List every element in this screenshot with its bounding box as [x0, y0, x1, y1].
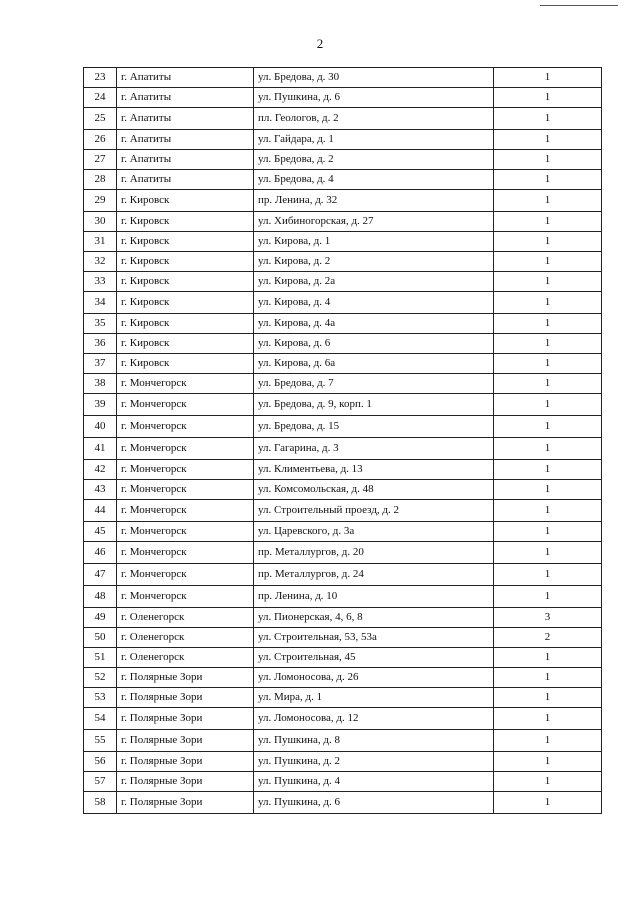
count-cell: 1 [494, 88, 602, 108]
city-cell: г. Апатиты [117, 170, 254, 190]
table-row [84, 564, 602, 586]
city-cell: г. Мончегорск [117, 416, 254, 438]
city-cell: г. Кировск [117, 272, 254, 292]
city-cell: г. Полярные Зори [117, 772, 254, 792]
address-cell: ул. Ломоносова, д. 12 [254, 708, 494, 730]
address-cell: ул. Гагарина, д. 3 [254, 438, 494, 460]
row-number-cell: 38 [84, 374, 117, 394]
row-number-cell: 43 [84, 480, 117, 500]
address-cell: ул. Хибиногорская, д. 27 [254, 212, 494, 232]
table-row [84, 170, 602, 190]
table-row [84, 772, 602, 792]
city-cell: г. Полярные Зори [117, 708, 254, 730]
address-cell: ул. Строительный проезд, д. 2 [254, 500, 494, 522]
city-cell: г. Кировск [117, 252, 254, 272]
table-row [84, 608, 602, 628]
address-cell: ул. Бредова, д. 30 [254, 68, 494, 88]
row-number-cell: 40 [84, 416, 117, 438]
city-cell: г. Кировск [117, 354, 254, 374]
table-row [84, 232, 602, 252]
table-row [84, 628, 602, 648]
row-number-cell: 29 [84, 190, 117, 212]
table-row [84, 500, 602, 522]
address-cell: ул. Кирова, д. 2а [254, 272, 494, 292]
count-cell: 1 [494, 190, 602, 212]
row-number-cell: 42 [84, 460, 117, 480]
table-row [84, 314, 602, 334]
count-cell: 1 [494, 334, 602, 354]
row-number-cell: 28 [84, 170, 117, 190]
city-cell: г. Полярные Зори [117, 730, 254, 752]
count-cell: 1 [494, 108, 602, 130]
city-cell: г. Апатиты [117, 88, 254, 108]
count-cell: 1 [494, 522, 602, 542]
row-number-cell: 31 [84, 232, 117, 252]
city-cell: г. Апатиты [117, 150, 254, 170]
row-number-cell: 34 [84, 292, 117, 314]
city-cell: г. Кировск [117, 190, 254, 212]
address-cell: пр. Ленина, д. 10 [254, 586, 494, 608]
row-number-cell: 51 [84, 648, 117, 668]
address-cell: ул. Бредова, д. 9, корп. 1 [254, 394, 494, 416]
count-cell: 1 [494, 648, 602, 668]
table-row [84, 212, 602, 232]
table-row [84, 394, 602, 416]
table-row [84, 150, 602, 170]
count-cell: 1 [494, 212, 602, 232]
row-number-cell: 47 [84, 564, 117, 586]
table-row [84, 354, 602, 374]
address-cell: ул. Кирова, д. 6а [254, 354, 494, 374]
city-cell: г. Апатиты [117, 108, 254, 130]
address-cell: ул. Пушкина, д. 2 [254, 752, 494, 772]
address-cell: пр. Ленина, д. 32 [254, 190, 494, 212]
row-number-cell: 32 [84, 252, 117, 272]
table-body [84, 68, 602, 814]
address-cell: ул. Ломоносова, д. 26 [254, 668, 494, 688]
count-cell: 1 [494, 708, 602, 730]
city-cell: г. Мончегорск [117, 460, 254, 480]
city-cell: г. Оленегорск [117, 628, 254, 648]
city-cell: г. Мончегорск [117, 480, 254, 500]
count-cell: 1 [494, 130, 602, 150]
city-cell: г. Мончегорск [117, 394, 254, 416]
row-number-cell: 50 [84, 628, 117, 648]
city-cell: г. Кировск [117, 212, 254, 232]
table-row [84, 292, 602, 314]
address-cell: ул. Пионерская, 4, 6, 8 [254, 608, 494, 628]
address-cell: ул. Пушкина, д. 6 [254, 792, 494, 814]
city-cell: г. Мончегорск [117, 586, 254, 608]
address-cell: пр. Металлургов, д. 24 [254, 564, 494, 586]
count-cell: 2 [494, 628, 602, 648]
city-cell: г. Мончегорск [117, 438, 254, 460]
count-cell: 1 [494, 272, 602, 292]
city-cell: г. Полярные Зори [117, 688, 254, 708]
address-cell: ул. Строительная, 53, 53а [254, 628, 494, 648]
address-cell: ул. Пушкина, д. 8 [254, 730, 494, 752]
city-cell: г. Полярные Зори [117, 792, 254, 814]
address-cell: ул. Пушкина, д. 4 [254, 772, 494, 792]
city-cell: г. Мончегорск [117, 564, 254, 586]
count-cell: 1 [494, 374, 602, 394]
row-number-cell: 53 [84, 688, 117, 708]
row-number-cell: 48 [84, 586, 117, 608]
table-row [84, 708, 602, 730]
row-number-cell: 26 [84, 130, 117, 150]
row-number-cell: 37 [84, 354, 117, 374]
address-cell: ул. Пушкина, д. 6 [254, 88, 494, 108]
row-number-cell: 44 [84, 500, 117, 522]
address-cell: ул. Гайдара, д. 1 [254, 130, 494, 150]
row-number-cell: 30 [84, 212, 117, 232]
table-row [84, 272, 602, 292]
count-cell: 1 [494, 772, 602, 792]
city-cell: г. Мончегорск [117, 542, 254, 564]
count-cell: 1 [494, 292, 602, 314]
row-number-cell: 25 [84, 108, 117, 130]
row-number-cell: 57 [84, 772, 117, 792]
address-cell: ул. Мира, д. 1 [254, 688, 494, 708]
table-row [84, 130, 602, 150]
row-number-cell: 45 [84, 522, 117, 542]
table-row [84, 252, 602, 272]
city-cell: г. Полярные Зори [117, 752, 254, 772]
row-number-cell: 49 [84, 608, 117, 628]
address-cell: ул. Бредова, д. 2 [254, 150, 494, 170]
row-number-cell: 52 [84, 668, 117, 688]
address-cell: ул. Кирова, д. 4а [254, 314, 494, 334]
row-number-cell: 23 [84, 68, 117, 88]
count-cell: 1 [494, 688, 602, 708]
table-row [84, 416, 602, 438]
city-cell: г. Мончегорск [117, 374, 254, 394]
count-cell: 1 [494, 480, 602, 500]
city-cell: г. Кировск [117, 334, 254, 354]
table-row [84, 522, 602, 542]
count-cell: 1 [494, 792, 602, 814]
address-cell: ул. Комсомольская, д. 48 [254, 480, 494, 500]
address-table [83, 67, 602, 814]
table-row [84, 792, 602, 814]
address-cell: ул. Царевского, д. 3а [254, 522, 494, 542]
row-number-cell: 36 [84, 334, 117, 354]
row-number-cell: 35 [84, 314, 117, 334]
city-cell: г. Мончегорск [117, 500, 254, 522]
table-row [84, 542, 602, 564]
count-cell: 1 [494, 416, 602, 438]
city-cell: г. Кировск [117, 232, 254, 252]
count-cell: 1 [494, 730, 602, 752]
address-cell: ул. Бредова, д. 15 [254, 416, 494, 438]
table-row [84, 68, 602, 88]
page-number: 2 [316, 36, 324, 51]
table-row [84, 668, 602, 688]
count-cell: 1 [494, 394, 602, 416]
city-cell: г. Оленегорск [117, 608, 254, 628]
table-row [84, 374, 602, 394]
address-cell: ул. Кирова, д. 1 [254, 232, 494, 252]
address-cell: ул. Строительная, 45 [254, 648, 494, 668]
count-cell: 3 [494, 608, 602, 628]
city-cell: г. Полярные Зори [117, 668, 254, 688]
table-row [84, 88, 602, 108]
count-cell: 1 [494, 564, 602, 586]
row-number-cell: 56 [84, 752, 117, 772]
table-row [84, 586, 602, 608]
row-number-cell: 54 [84, 708, 117, 730]
table-row [84, 480, 602, 500]
city-cell: г. Кировск [117, 292, 254, 314]
count-cell: 1 [494, 500, 602, 522]
city-cell: г. Апатиты [117, 130, 254, 150]
count-cell: 1 [494, 668, 602, 688]
row-number-cell: 24 [84, 88, 117, 108]
table-row [84, 190, 602, 212]
address-cell: ул. Кирова, д. 4 [254, 292, 494, 314]
row-number-cell: 41 [84, 438, 117, 460]
row-number-cell: 55 [84, 730, 117, 752]
city-cell: г. Мончегорск [117, 522, 254, 542]
count-cell: 1 [494, 460, 602, 480]
count-cell: 1 [494, 586, 602, 608]
address-cell: ул. Кирова, д. 2 [254, 252, 494, 272]
table-row [84, 108, 602, 130]
row-number-cell: 46 [84, 542, 117, 564]
row-number-cell: 27 [84, 150, 117, 170]
row-number-cell: 39 [84, 394, 117, 416]
count-cell: 1 [494, 752, 602, 772]
count-cell: 1 [494, 252, 602, 272]
table-row [84, 438, 602, 460]
city-cell: г. Оленегорск [117, 648, 254, 668]
count-cell: 1 [494, 542, 602, 564]
count-cell: 1 [494, 438, 602, 460]
top-rule [540, 5, 618, 6]
city-cell: г. Апатиты [117, 68, 254, 88]
table-row [84, 688, 602, 708]
table-row [84, 460, 602, 480]
table-row [84, 730, 602, 752]
address-cell: пл. Геологов, д. 2 [254, 108, 494, 130]
address-cell: ул. Бредова, д. 4 [254, 170, 494, 190]
table-row [84, 752, 602, 772]
count-cell: 1 [494, 170, 602, 190]
count-cell: 1 [494, 68, 602, 88]
count-cell: 1 [494, 314, 602, 334]
table-row [84, 334, 602, 354]
row-number-cell: 33 [84, 272, 117, 292]
table-row [84, 648, 602, 668]
address-cell: пр. Металлургов, д. 20 [254, 542, 494, 564]
count-cell: 1 [494, 150, 602, 170]
count-cell: 1 [494, 232, 602, 252]
city-cell: г. Кировск [117, 314, 254, 334]
address-cell: ул. Кирова, д. 6 [254, 334, 494, 354]
address-cell: ул. Бредова, д. 7 [254, 374, 494, 394]
count-cell: 1 [494, 354, 602, 374]
row-number-cell: 58 [84, 792, 117, 814]
address-cell: ул. Климентьева, д. 13 [254, 460, 494, 480]
